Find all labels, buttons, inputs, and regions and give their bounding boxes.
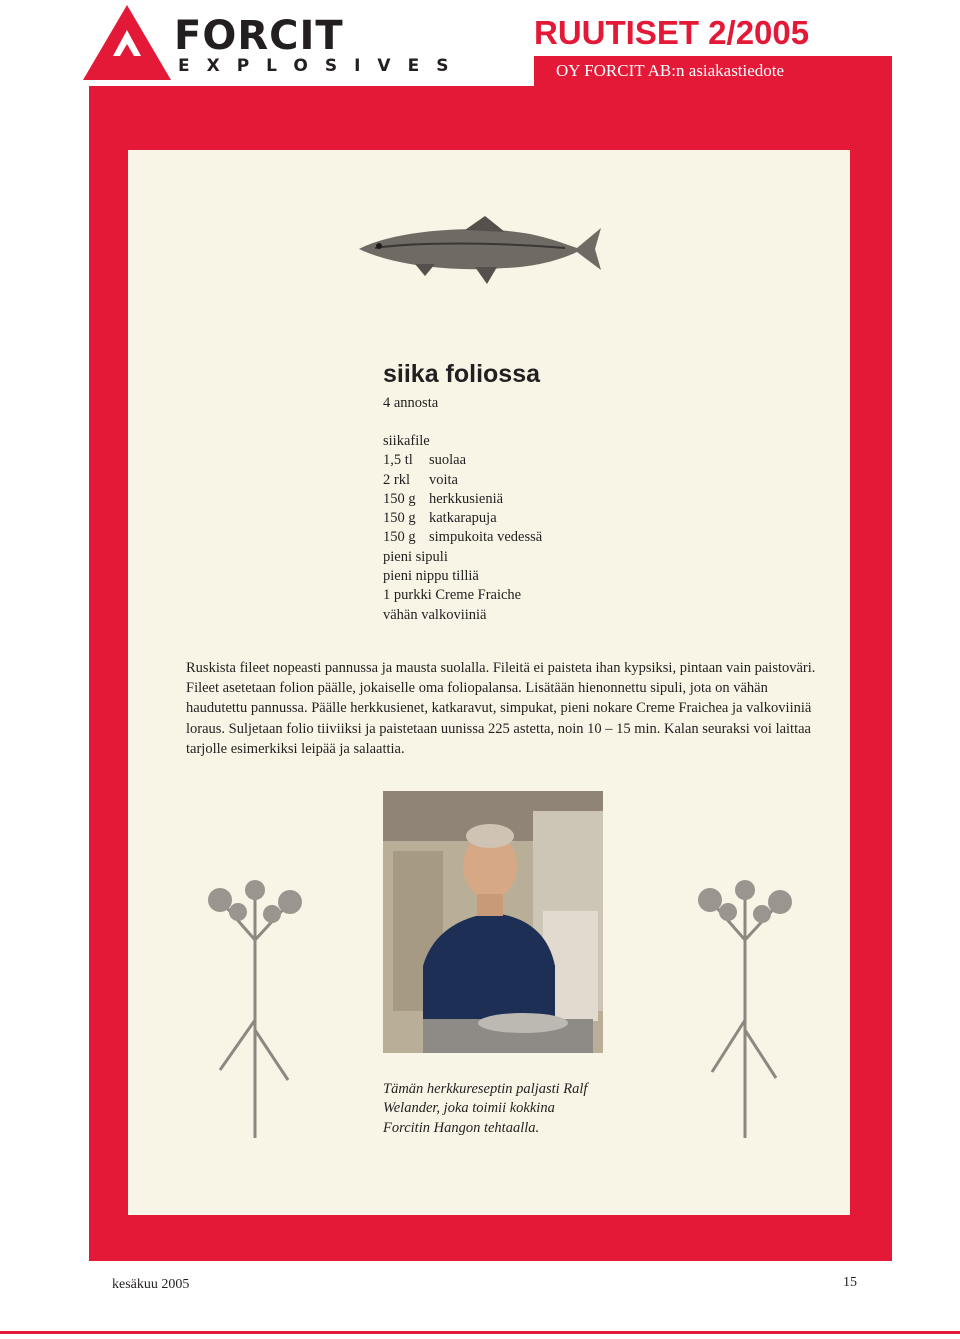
ingredient-row	[383, 567, 542, 586]
ingredient-quantity: 150 g	[383, 510, 416, 527]
recipe-servings: 4 annosta	[383, 395, 439, 411]
dill-plant-illustration-icon	[200, 880, 310, 1140]
ingredient-quantity: 150 g	[383, 490, 416, 507]
chef-photo	[383, 791, 603, 1053]
issue-subtitle: OY FORCIT AB:n asiakastiedote	[556, 61, 785, 80]
ingredient-item: voita	[429, 471, 458, 488]
forcit-triangle-logo-icon	[82, 4, 172, 82]
caption-line: Welander, joka toimii kokkina	[383, 1100, 555, 1117]
ingredient-quantity: 150 g	[383, 529, 416, 546]
ingredient-item: 1 purkki Creme Fraiche	[383, 587, 522, 604]
logo-wordmark: FORCIT	[174, 13, 344, 59]
recipe-method: Ruskista fileet nopeasti pannussa ja mausta suolalla. Fileitä ei paisteta ihan kypsiksi, pintaan vain paistoväri. Fileet asetetaan folion päälle, jokaiselle oma foliopalansa. Lisätään hienonnettu sipuli, jota on vähän haudutettu pannussa. Päälle herkkusienet, katkaravut, simpukat, pieni nokare Creme Fraichea ja valkoviiniä loraus. Suljetaan folio tiiviiksi ja paistetaan uunissa 225 astetta, noin 10 – 15 min. Kalan seuraksi voi laittaa tarjolle esimerkiksi leipää ja salaattia.	[186, 660, 816, 757]
ingredient-row	[383, 606, 542, 625]
ingredient-row	[383, 528, 542, 547]
recipe-title: siika foliossa	[383, 360, 541, 388]
forcit-logo	[82, 4, 466, 82]
ingredient-item: simpukoita vedessä	[429, 529, 543, 546]
logo-tagline: EXPLOSIVES	[178, 56, 466, 76]
footer-date: kesäkuu 2005	[112, 1277, 190, 1292]
ingredient-row	[383, 471, 542, 490]
ingredient-row	[383, 548, 542, 567]
chef-photo-image-icon	[383, 791, 603, 1053]
ingredient-row	[383, 509, 542, 528]
ingredient-item: pieni nippu tilliä	[383, 568, 479, 585]
footer-rule	[0, 1331, 960, 1334]
ingredient-item: pieni sipuli	[383, 548, 448, 565]
page-number: 15	[843, 1275, 857, 1290]
ingredient-item: siikafile	[383, 433, 430, 449]
ingredient-row	[383, 586, 542, 605]
dill-plant-illustration-icon	[690, 880, 800, 1140]
ingredient-item: vähän valkoviiniä	[383, 606, 487, 623]
photo-caption	[383, 1080, 587, 1138]
ingredient-list	[383, 432, 542, 625]
caption-line: Forcitin Hangon tehtaalla.	[383, 1119, 540, 1136]
fish-illustration-icon	[355, 212, 605, 286]
ingredient-item: katkarapuja	[429, 510, 497, 527]
caption-line: Tämän herkkureseptin paljasti Ralf	[383, 1081, 588, 1097]
issue-subtitle-bar	[534, 56, 892, 86]
ingredient-quantity: 2 rkl	[383, 471, 410, 488]
ingredient-quantity: 1,5 tl	[383, 452, 413, 469]
ingredient-row	[383, 451, 542, 470]
ingredient-item: herkkusieniä	[429, 490, 504, 507]
issue-title: RUUTISET 2/2005	[534, 14, 810, 51]
ingredient-row	[383, 490, 542, 509]
ingredient-item: suolaa	[429, 452, 467, 469]
ingredient-row	[383, 432, 542, 451]
